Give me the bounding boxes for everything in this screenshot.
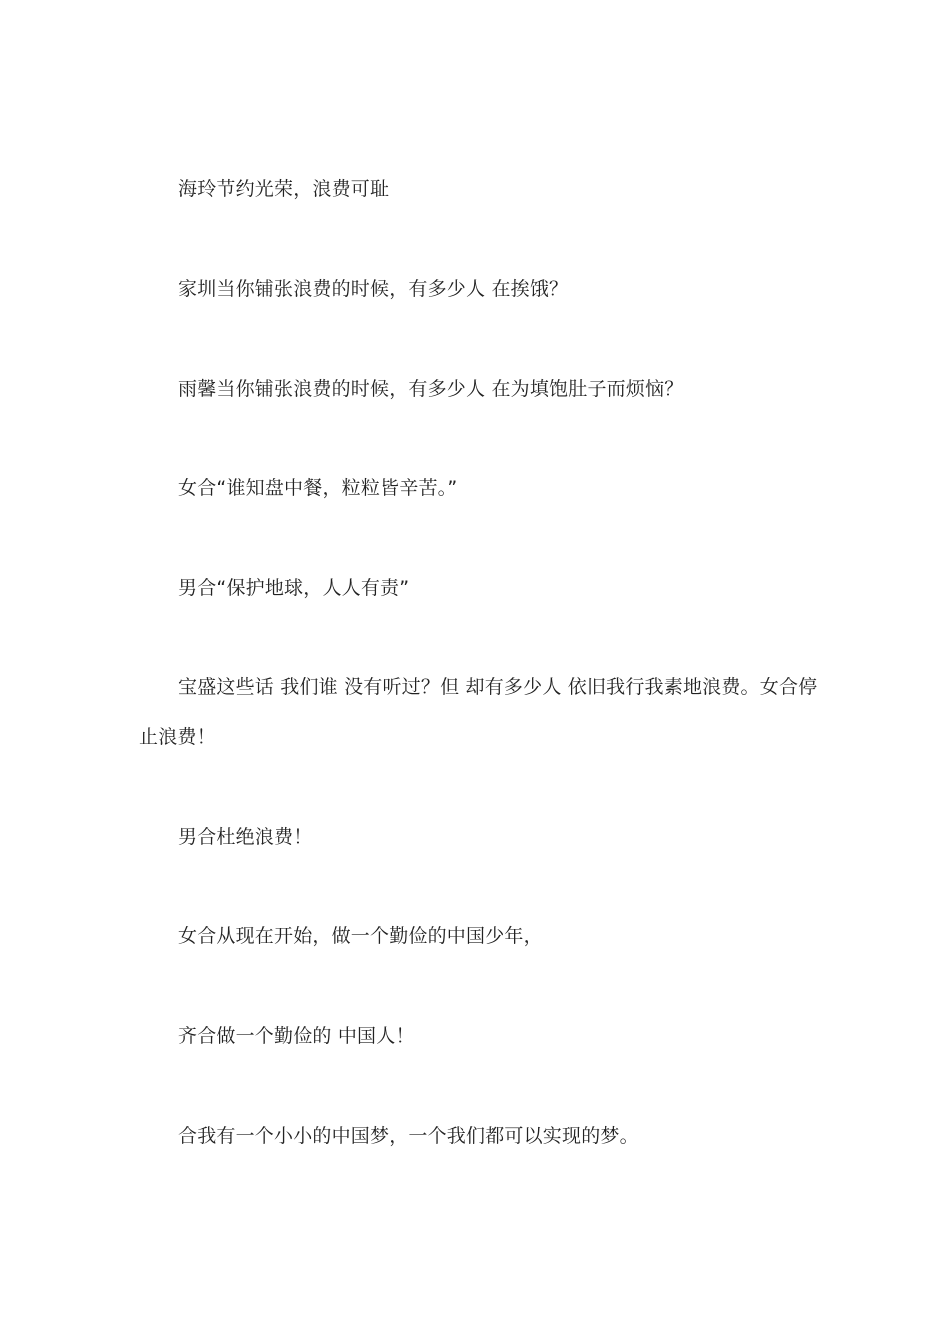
paragraph-10: 合我有一个小小的中国梦，一个我们都可以实现的梦。: [178, 1125, 639, 1147]
paragraph-9: 齐合做一个勤俭的 中国人！: [178, 1025, 415, 1047]
paragraph-2: 家圳当你铺张浪费的时候，有多少人 在挨饿？: [178, 278, 569, 300]
paragraph-3: 雨馨当你铺张浪费的时候，有多少人 在为填饱肚子而烦恼？: [178, 378, 684, 400]
paragraph-4: 女合“谁知盘中餐，粒粒皆辛苦。”: [178, 477, 458, 499]
paragraph-6: 宝盛这些话 我们谁 没有听过？但 却有多少人 依旧我行我素地浪费。女合停止浪费！: [139, 676, 818, 748]
paragraph-7: 男合杜绝浪费！: [178, 826, 313, 848]
paragraph-8: 女合从现在开始，做一个勤俭的中国少年，: [178, 925, 543, 947]
paragraph-5: 男合“保护地球，人人有责”: [178, 577, 410, 599]
paragraph-1: 海玲节约光荣，浪费可耻: [178, 178, 390, 200]
